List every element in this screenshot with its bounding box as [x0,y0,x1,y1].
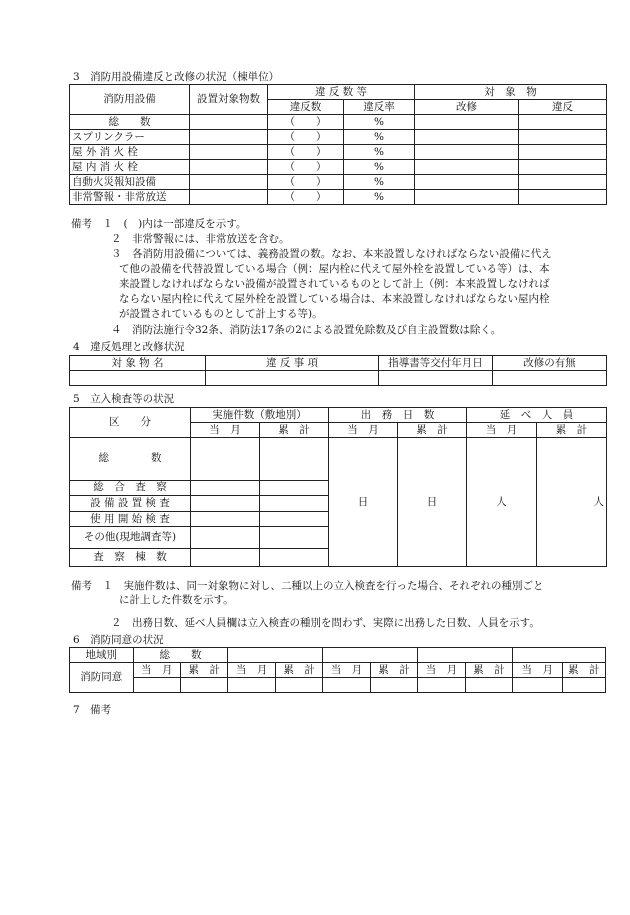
col-total: 総 数 [133,648,228,663]
input-cell[interactable] [190,190,268,205]
sec3-note-3d: ならない屋内栓に代えて屋外栓を設置している場合は、本来設置しなければならない屋内栓 [119,293,550,305]
input-cell[interactable] [190,160,268,175]
section-7-heading: 7 備考 [73,704,112,716]
col-cumulative: 累 計 [275,663,322,678]
input-cell[interactable] [415,160,519,175]
table-row [70,663,606,678]
sec3-note-3b: て他の設備を代替設置している場合（例：屋内栓に代えて屋外栓を設置している等）は、本 [119,263,550,275]
row-label: 消防同意 [70,663,134,693]
input-cell[interactable] [519,160,607,175]
paren-cell: （ ） [268,115,344,130]
row-label: 設 備 設 置 検 査 [70,496,191,512]
input-cell[interactable] [519,145,607,160]
paren-cell: （ ） [268,190,344,205]
input-cell[interactable] [260,527,329,549]
input-cell[interactable] [519,115,607,130]
col-month: 当 月 [191,423,260,438]
input-cell[interactable] [323,648,418,663]
col-people: 延 べ 人 員 [467,408,607,423]
col-month: 当 月 [329,423,398,438]
equipment-violation-table [69,84,607,205]
row-label: 使 用 開 始 検 査 [70,511,191,527]
row-label: 査 察 棟 数 [70,549,191,567]
table-row [70,371,607,386]
input-cell[interactable] [228,648,323,663]
input-cell[interactable] [191,438,260,481]
sec3-note-3e: が設置されているものとして計上する等)。 [119,308,323,320]
col-violation-count: 違反数 [268,100,344,115]
input-cell[interactable] [191,511,260,527]
input-cell[interactable] [415,145,519,160]
unit-day: 日 [329,438,398,567]
input-cell[interactable] [275,678,322,693]
section-3-heading: 3 消防用設備違反と改修の状況（棟単位） [73,71,280,83]
pct-cell: % [344,175,415,190]
col-violation-matter: 違 反 事 項 [206,356,379,371]
input-cell[interactable] [190,115,268,130]
sec3-note-2: ２ 非常警報には、非常放送を含む。 [111,233,290,245]
input-cell[interactable] [260,438,329,481]
unit-person: 人 [467,438,537,567]
section-4-heading: 4 違反処理と改修状況 [73,341,185,353]
col-equipment: 消防用設備 [70,85,190,115]
input-cell[interactable] [181,678,228,693]
col-days: 出 務 日 数 [329,408,467,423]
col-repair: 改修 [415,100,519,115]
input-cell[interactable] [70,371,206,386]
row-label: 屋 内 消 火 栓 [70,160,190,175]
input-cell[interactable] [415,130,519,145]
violation-handling-table [69,355,607,386]
table-row [70,678,606,693]
col-month: 当 月 [323,663,370,678]
table-row [70,175,607,190]
input-cell[interactable] [190,145,268,160]
col-cases: 実施件数（敷地別） [191,408,329,423]
col-month: 当 月 [418,663,465,678]
input-cell[interactable] [519,130,607,145]
input-cell[interactable] [370,678,417,693]
input-cell[interactable] [191,480,260,496]
col-target-count: 設置対象物数 [190,85,268,115]
col-repair-status: 改修の有無 [493,356,607,371]
col-object-group: 対 象 物 [415,85,607,100]
sec5-note-2: ２ 出務日数、延べ人員欄は立入検査の種別を問わず、実際に出務した日数、人員を示す。 [111,617,540,629]
input-cell[interactable] [260,549,329,567]
pct-cell: % [344,190,415,205]
col-object-name: 対 象 物 名 [70,356,206,371]
input-cell[interactable] [323,678,370,693]
input-cell[interactable] [379,371,493,386]
col-month: 当 月 [133,663,180,678]
input-cell[interactable] [519,190,607,205]
sec3-note-4: ４ 消防法施行令32条、消防法17条の2による設置免除数及び自主設置数は除く。 [111,324,502,336]
table-row [70,160,607,175]
input-cell[interactable] [260,480,329,496]
input-cell[interactable] [260,496,329,512]
col-cumulative: 累 計 [398,423,467,438]
col-cumulative: 累 計 [370,663,417,678]
input-cell[interactable] [191,527,260,549]
col-cumulative: 累 計 [562,663,605,678]
pct-cell: % [344,145,415,160]
unit-day: 日 [398,438,467,567]
col-violation-group: 違 反 数 等 [268,85,415,100]
unit-person: 人 [537,438,607,567]
paren-cell: （ ） [268,160,344,175]
col-month: 当 月 [513,663,562,678]
table-row [70,145,607,160]
col-issue-date: 指導書等交付年月日 [379,356,493,371]
sec3-note-3c: 来設置しなければならない設備が設置されているものとして計上（例：本来設置しなければ [119,278,550,290]
row-label: 自動火災報知設備 [70,175,190,190]
table-row [70,438,607,481]
row-label: 非常警報・非常放送 [70,190,190,205]
input-cell[interactable] [191,496,260,512]
table-row [70,115,607,130]
table-row [70,130,607,145]
paren-cell: （ ） [268,145,344,160]
col-cumulative: 累 計 [181,663,228,678]
input-cell[interactable] [415,175,519,190]
row-label: 総 数 [70,438,191,481]
sec3-note-1: 備考 １ ( )内は一部違反を示す。 [71,218,247,230]
input-cell[interactable] [519,175,607,190]
input-cell[interactable] [418,648,513,663]
input-cell[interactable] [513,678,562,693]
input-cell[interactable] [191,549,260,567]
row-label: その他(現地調査等) [70,527,191,549]
col-cumulative: 累 計 [465,663,512,678]
section-6-heading: 6 消防同意の状況 [73,634,164,646]
col-cumulative: 累 計 [537,423,607,438]
input-cell[interactable] [415,115,519,130]
col-violation-rate: 違反率 [344,100,415,115]
row-label: 屋 外 消 火 栓 [70,145,190,160]
input-cell[interactable] [415,190,519,205]
col-month: 当 月 [228,663,275,678]
paren-cell: （ ） [268,175,344,190]
input-cell[interactable] [562,678,605,693]
col-violation: 違反 [519,100,607,115]
input-cell[interactable] [206,371,379,386]
section-5-heading: 5 立入検査等の状況 [73,393,175,405]
inspection-table [69,407,607,567]
sec5-note-1b: に計上した件数を示す。 [119,594,234,606]
col-category: 区 分 [70,408,191,438]
pct-cell: % [344,130,415,145]
input-cell[interactable] [465,678,512,693]
paren-cell: （ ） [268,130,344,145]
sec3-note-3a: ３ 各消防用設備については、義務設置の数。なお、本来設置しなければならない設備に代え [111,248,552,260]
col-month: 当 月 [467,423,537,438]
pct-cell: % [344,115,415,130]
col-cumulative: 累 計 [260,423,329,438]
row-label: スプリンクラー [70,130,190,145]
input-cell[interactable] [190,175,268,190]
table-row [70,190,607,205]
sec5-note-1a: 備考 １ 実施件数は、同一対象物に対し、二種以上の立入検査を行った場合、それぞれの種別ごと [71,580,544,592]
input-cell[interactable] [190,130,268,145]
input-cell[interactable] [133,678,180,693]
input-cell[interactable] [260,511,329,527]
input-cell[interactable] [228,678,275,693]
input-cell[interactable] [513,648,606,663]
row-label: 総 数 [70,115,190,130]
col-area: 地域別 [70,648,134,663]
fire-consent-table [69,647,606,693]
input-cell[interactable] [493,371,607,386]
row-label: 総 合 査 察 [70,480,191,496]
input-cell[interactable] [418,678,465,693]
pct-cell: % [344,160,415,175]
